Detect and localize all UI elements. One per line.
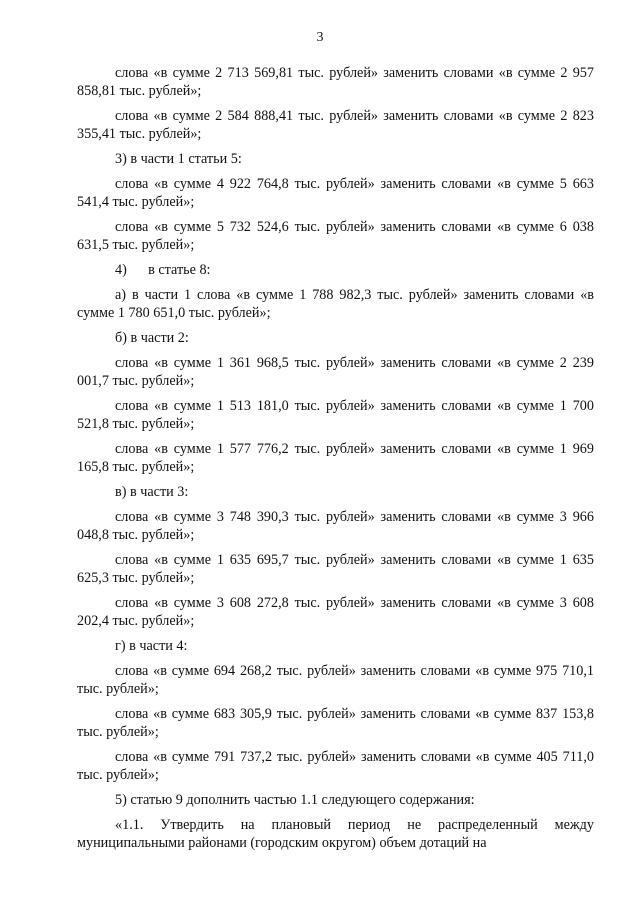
paragraph: б) в части 2:	[115, 330, 189, 346]
paragraph: слова «в сумме 2 584 888,41 тыс. рублей» заменить словами «в сумме 2 823 355,41 тыс. рублей»;	[77, 108, 594, 142]
paragraph: слова «в сумме 1 361 968,5 тыс. рублей» заменить словами «в сумме 2 239 001,7 тыс. рублей»;	[77, 355, 594, 389]
paragraph: 3) в части 1 статьи 5:	[115, 151, 242, 167]
paragraph: слова «в сумме 4 922 764,8 тыс. рублей» заменить словами «в сумме 5 663 541,4 тыс. рублей»;	[77, 176, 594, 210]
paragraph: слова «в сумме 1 513 181,0 тыс. рублей» заменить словами «в сумме 1 700 521,8 тыс. рублей»;	[77, 398, 594, 432]
paragraph: слова «в сумме 3 748 390,3 тыс. рублей» заменить словами «в сумме 3 966 048,8 тыс. рублей»;	[77, 509, 594, 543]
paragraph: слова «в сумме 2 713 569,81 тыс. рублей» заменить словами «в сумме 2 957 858,81 тыс. рублей»;	[77, 65, 594, 99]
page-number: 3	[316, 30, 324, 45]
paragraph: «1.1. Утвердить на плановый период не распределенный между муниципальными районами (городским округом) объем дотаций на	[77, 817, 594, 851]
paragraph: слова «в сумме 1 635 695,7 тыс. рублей» заменить словами «в сумме 1 635 625,3 тыс. рублей»;	[77, 552, 594, 586]
paragraph: в) в части 3:	[115, 484, 189, 500]
paragraph: слова «в сумме 1 577 776,2 тыс. рублей» заменить словами «в сумме 1 969 165,8 тыс. рублей»;	[77, 441, 594, 475]
paragraph: слова «в сумме 683 305,9 тыс. рублей» заменить словами «в сумме 837 153,8 тыс. рублей»;	[77, 706, 594, 740]
paragraph: слова «в сумме 791 737,2 тыс. рублей» заменить словами «в сумме 405 711,0 тыс. рублей»;	[77, 749, 594, 783]
paragraph: 4) в статье 8:	[115, 262, 211, 278]
paragraph: г) в части 4:	[115, 638, 188, 654]
paragraph: слова «в сумме 3 608 272,8 тыс. рублей» заменить словами «в сумме 3 608 202,4 тыс. рублей»;	[77, 595, 594, 629]
document-body	[77, 64, 594, 852]
paragraph: 5) статью 9 дополнить частью 1.1 следующего содержания:	[115, 792, 475, 808]
paragraph: слова «в сумме 694 268,2 тыс. рублей» заменить словами «в сумме 975 710,1 тыс. рублей»;	[77, 663, 594, 697]
paragraph: слова «в сумме 5 732 524,6 тыс. рублей» заменить словами «в сумме 6 038 631,5 тыс. рублей»;	[77, 219, 594, 253]
paragraph: а) в части 1 слова «в сумме 1 788 982,3 тыс. рублей» заменить словами «в сумме 1 780 651,0 тыс. рублей»;	[77, 287, 594, 321]
